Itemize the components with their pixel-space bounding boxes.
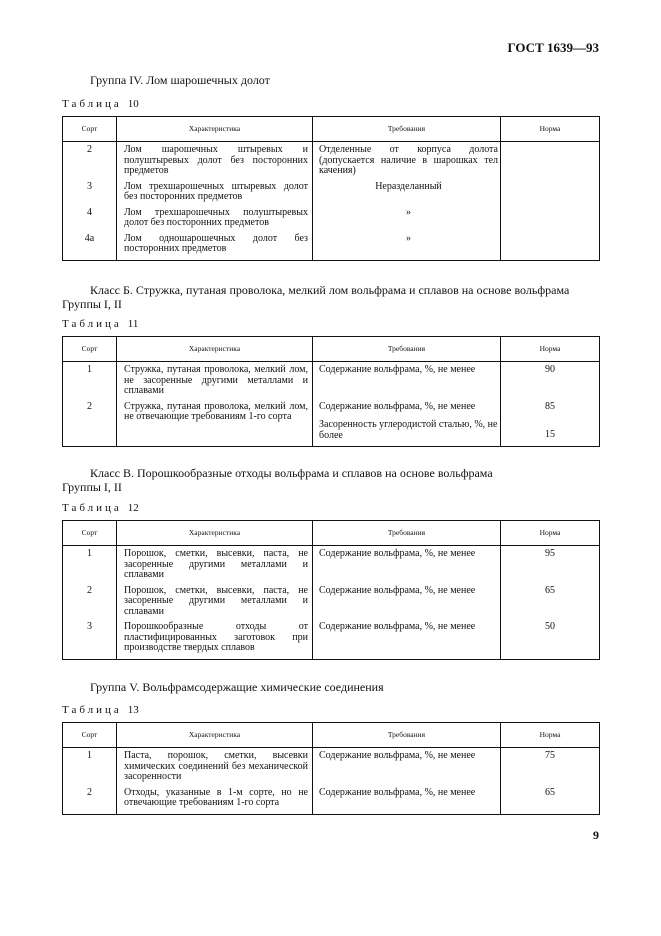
- cell-sort: 1: [87, 364, 92, 375]
- cell-characteristic: Порошок, сметки, высевки, паста, не засоренные другими металлами и сплавами: [124, 548, 308, 580]
- cell-norm: [501, 234, 599, 239]
- table-row: [63, 586, 600, 623]
- table-11-label: Таблица 11: [62, 318, 139, 330]
- cell-sort: 3: [87, 621, 92, 632]
- table-row: [63, 182, 600, 208]
- cell-requirement: Отделенные от корпуса долота (допускается наличие в шарошках тел качения): [319, 144, 498, 176]
- cell-sort: 1: [87, 548, 92, 559]
- cell-norm: 95: [545, 548, 555, 559]
- cell-characteristic: Паста, порошок, сметки, высевки химических соединений без механической засоренности: [124, 750, 308, 782]
- document-code: ГОСТ 1639—93: [507, 40, 599, 55]
- heading-class-v-line1: Класс В. Порошкообразные отходы вольфрама и сплавов на основе вольфрама: [90, 466, 493, 480]
- cell-characteristic: Порошкообразные отходы от пластифицированных заготовок при производстве твердых сплавов: [124, 621, 308, 653]
- cell-requirement: Содержание вольфрама, %, не менее: [319, 364, 476, 375]
- table-10-label: Таблица 10: [62, 98, 139, 110]
- cell-norm: 65: [545, 584, 555, 596]
- table-row: [63, 402, 600, 447]
- cell-norm: 50: [545, 621, 555, 632]
- table-header-row: [63, 337, 600, 362]
- col-header-sort: Сорт: [63, 521, 117, 546]
- heading-group-iv: Группа IV. Лом шарошечных долот: [90, 73, 270, 87]
- col-header-sort: Сорт: [63, 337, 117, 362]
- cell-characteristic: Порошок, сметки, высевки, паста, не засоренные другими металлами и сплавами: [124, 584, 308, 617]
- heading-group-v: Группа V. Вольфрамсодержащие химические соединения: [90, 680, 384, 694]
- cell-characteristic: Отходы, указанные в 1-м сорте, но не отвечающие требованиям 1-го сорта: [124, 786, 308, 808]
- col-header-characteristic: Характеристика: [117, 337, 313, 362]
- cell-sort: 3: [87, 180, 92, 192]
- cell-norm: 90: [545, 364, 555, 375]
- table-header-row: [63, 723, 600, 748]
- table-row: [63, 234, 600, 261]
- col-header-requirements: Требования: [313, 723, 501, 748]
- cell-sort: 4: [87, 206, 92, 218]
- col-header-norm: Норма: [501, 117, 600, 142]
- table-row: [63, 546, 600, 586]
- cell-norm: 75: [545, 750, 555, 761]
- col-header-requirements: Требования: [313, 337, 501, 362]
- cell-sort: 4а: [84, 232, 95, 244]
- cell-norm: 65: [545, 786, 555, 798]
- col-header-characteristic: Характеристика: [117, 723, 313, 748]
- cell-characteristic: Лом одношарошечных долот без посторонних предметов: [124, 232, 308, 254]
- col-header-norm: Норма: [501, 723, 600, 748]
- cell-sort: 1: [87, 750, 92, 761]
- cell-requirement-2: Засоренность углеродистой сталью, %, не более: [319, 419, 498, 441]
- cell-characteristic: Лом трехшарошечных полуштыревых долот без посторонних предметов: [124, 206, 308, 228]
- cell-characteristic: Лом шарошечных штыревых и полуштыревых долот без посторонних предметов: [124, 144, 308, 176]
- table-row: [63, 788, 600, 815]
- table-12-label: Таблица 12: [62, 502, 139, 514]
- cell-requirement: Содержание вольфрама, %, не менее: [319, 548, 476, 559]
- table-row: [63, 142, 600, 182]
- cell-characteristic: Стружка, путаная проволока, мелкий лом, не засоренные другими металлами и сплавами: [124, 364, 308, 396]
- cell-norm: [501, 182, 599, 187]
- cell-requirement: »: [406, 232, 411, 244]
- table-row: [63, 748, 600, 788]
- table-row: [63, 362, 600, 402]
- cell-characteristic: Стружка, путаная проволока, мелкий лом, не отвечающие требованиям 1-го сорта: [124, 400, 308, 422]
- col-header-sort: Сорт: [63, 117, 117, 142]
- col-header-characteristic: Характеристика: [117, 521, 313, 546]
- col-header-requirements: Требования: [313, 117, 501, 142]
- cell-norm: 85: [545, 400, 555, 412]
- col-header-norm: Норма: [501, 337, 600, 362]
- col-header-sort: Сорт: [63, 723, 117, 748]
- cell-sort: 2: [87, 144, 92, 155]
- col-header-characteristic: Характеристика: [117, 117, 313, 142]
- cell-requirement: Содержание вольфрама, %, не менее: [319, 786, 476, 798]
- cell-requirement: Неразделанный: [375, 180, 442, 192]
- col-header-norm: Норма: [501, 521, 600, 546]
- table-10: [62, 116, 600, 261]
- cell-requirement: Содержание вольфрама, %, не менее: [319, 621, 476, 632]
- table-header-row: [63, 117, 600, 142]
- cell-sort: 2: [87, 786, 92, 798]
- cell-requirement: Содержание вольфрама, %, не менее: [319, 400, 476, 412]
- table-13: [62, 722, 600, 815]
- table-13-label: Таблица 13: [62, 704, 139, 716]
- heading-class-v: [62, 466, 599, 494]
- cell-characteristic: Лом трехшарошечных штыревых долот без посторонних предметов: [124, 180, 308, 202]
- cell-sort: 2: [87, 584, 92, 596]
- table-row: [63, 208, 600, 234]
- table-row: [63, 622, 600, 659]
- cell-norm: [501, 145, 599, 150]
- heading-class-b: Класс Б. Стружка, путаная проволока, мелкий лом вольфрама и сплавов на основе вольфрама Группы I, II: [62, 283, 570, 311]
- table-header-row: [63, 521, 600, 546]
- cell-requirement: »: [406, 206, 411, 218]
- table-12: [62, 520, 600, 660]
- table-11: [62, 336, 600, 447]
- cell-requirement: Содержание вольфрама, %, не менее: [319, 584, 476, 596]
- cell-requirement: Содержание вольфрама, %, не менее: [319, 750, 476, 761]
- heading-class-v-line2: Группы I, II: [62, 480, 122, 494]
- cell-norm: [501, 208, 599, 213]
- cell-norm-2: 15: [545, 429, 555, 440]
- page-number: 9: [593, 828, 599, 842]
- cell-sort: 2: [87, 400, 92, 412]
- col-header-requirements: Требования: [313, 521, 501, 546]
